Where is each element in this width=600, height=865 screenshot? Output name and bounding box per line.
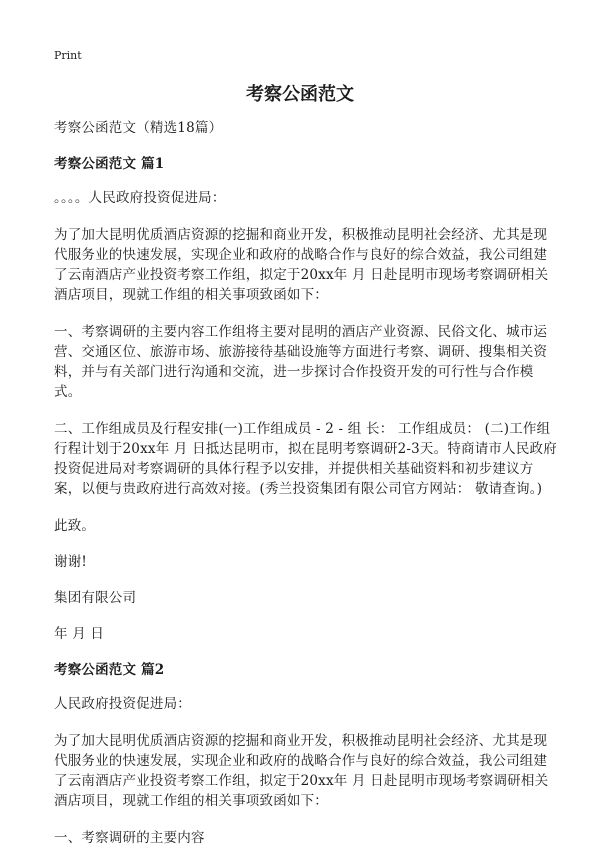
paragraph: 为了加大昆明优质酒店资源的挖掘和商业开发，积极推动昆明社会经济、尤其是现代服务业的快速发展，实现企业和政府的战略合作与良好的综合效益，我公司组建了云南酒店产业投资考察工作组，拟定于20xx年 月 日赴昆明市现场考察调研相关酒店项目，现就工作组的相关事项致函如下： [54, 733, 549, 809]
paragraph: 一、考察调研的主要内容工作组将主要对昆明的酒店产业资源、民俗文化、城市运营、交通区位、旅游市场、旅游接待基础设施等方面进行考察、调研、搜集相关资料，并与有关部门进行沟通和交流，进一步探讨合作投资开发的可行性与合作模式。 [54, 324, 548, 400]
closing-text: 此致。 [54, 518, 96, 534]
section-heading-2: 考察公函范文 篇2 [54, 662, 165, 678]
document-subtitle: 考察公函范文（精选18篇） [54, 120, 223, 136]
section-heading-1: 考察公函范文 篇1 [54, 156, 165, 172]
print-label: Print [54, 49, 82, 62]
paragraph: 一、考察调研的主要内容 [54, 830, 205, 846]
closing-text: 谢谢! [54, 554, 88, 570]
paragraph: 二、工作组成员及行程安排(一)工作组成员 - 2 - 组 长： 工作组成员： (二)工作组行程计划于20xx年 月 日抵达昆明市，拟在昆明考察调研2-3天。特商请市人民政府投资促进局对考察调研的具体行程予以安排，并提供相关基础资料和初步建议方案，以便与贵政府进行高效对接。(秀兰投资集团有限公司官方网站： 敬请查询。) [54, 421, 557, 497]
document-body [54, 118, 557, 865]
date-line: 年 月 日 [54, 626, 105, 642]
salutation: 。。。。人民政府投资促进局： [54, 190, 226, 206]
document-title: 考察公函范文 [246, 84, 354, 105]
salutation: 人民政府投资促进局： [54, 696, 191, 712]
paragraph: 为了加大昆明优质酒店资源的挖掘和商业开发，积极推动昆明社会经济、尤其是现代服务业的快速发展，实现企业和政府的战略合作与良好的综合效益，我公司组建了云南酒店产业投资考察工作组，拟定于20xx年 月 日赴昆明市现场考察调研相关酒店项目，现就工作组的相关事项致函如下： [54, 227, 549, 303]
signature: 集团有限公司 [54, 590, 137, 606]
